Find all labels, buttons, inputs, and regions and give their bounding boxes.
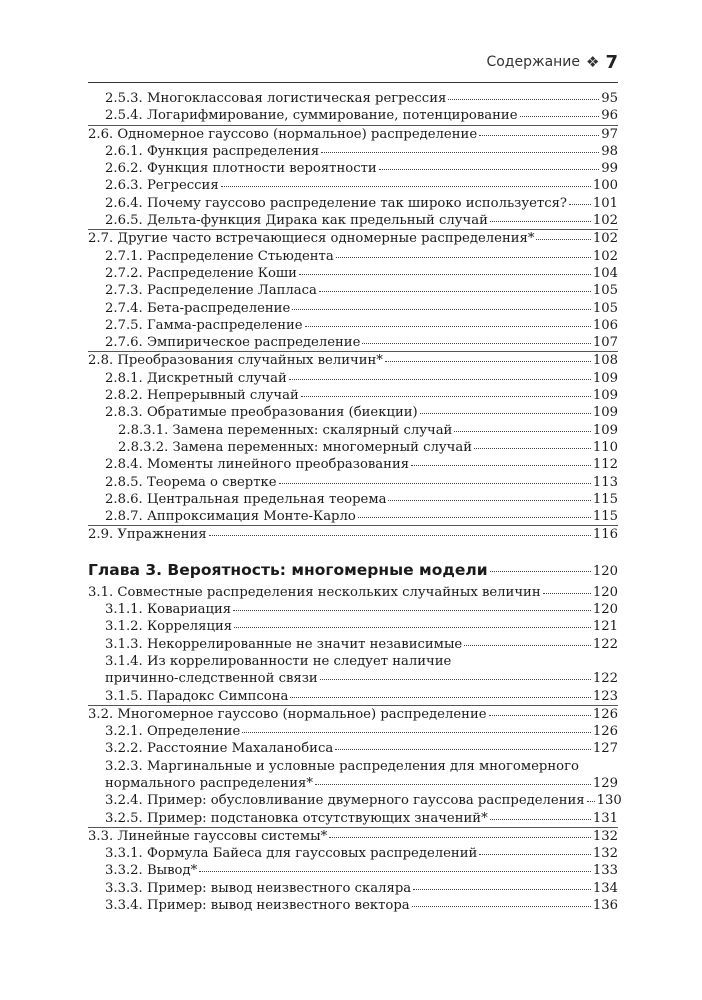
leader-dots xyxy=(199,870,591,872)
leader-dots xyxy=(388,499,590,501)
leader-dots xyxy=(319,290,591,292)
toc-entry-title: 2.8.1. Дискретный случай xyxy=(105,370,287,386)
toc-entry-title: 2.7.3. Распределение Лапласа xyxy=(105,283,317,299)
toc-page-number: 97 xyxy=(601,126,618,142)
leader-dots xyxy=(413,888,591,890)
leader-dots xyxy=(209,534,591,536)
toc-chapter-entry[interactable] xyxy=(88,559,618,583)
toc-entry[interactable] xyxy=(88,334,618,351)
toc-entry-title: Глава 3. Вероятность: многомерные модели xyxy=(88,560,488,579)
leader-dots xyxy=(489,714,591,716)
toc-entry[interactable] xyxy=(88,740,618,757)
toc-entry[interactable] xyxy=(88,177,618,194)
toc-entry-title: 2.7.2. Распределение Коши xyxy=(105,265,297,281)
leader-dots xyxy=(490,220,591,222)
leader-dots xyxy=(289,378,591,380)
toc-entry-title: 3.1.3. Некоррелированные не значит независимые xyxy=(105,636,463,652)
toc-page-number: 122 xyxy=(592,671,618,687)
toc-entry[interactable] xyxy=(88,636,618,653)
toc-entry-title: нормального распределения* xyxy=(105,775,313,791)
toc-page-number: 110 xyxy=(592,439,618,455)
toc-page-number: 107 xyxy=(592,335,618,351)
toc-entry-title: 2.8.2. Непрерывный случай xyxy=(105,388,299,404)
toc-entry[interactable] xyxy=(88,248,618,265)
toc-entry[interactable] xyxy=(88,688,618,705)
toc-page-number: 98 xyxy=(601,143,618,159)
toc-entry-title: 3.1.1. Ковариация xyxy=(105,602,232,618)
leader-dots xyxy=(490,818,591,820)
toc-entry[interactable] xyxy=(88,422,618,439)
toc-entry-title: 3.2.1. Определение xyxy=(105,724,241,740)
toc-page-number: 121 xyxy=(592,619,618,635)
toc-entry[interactable] xyxy=(88,601,618,618)
toc-entry-title: 3.1.2. Корреляция xyxy=(105,619,233,635)
leader-dots xyxy=(479,853,591,855)
leader-dots xyxy=(329,836,591,838)
toc-entry-title: 2.7.1. Распределение Стьюдента xyxy=(105,248,334,264)
table-of-contents xyxy=(88,90,622,914)
leader-dots xyxy=(242,731,591,733)
leader-dots xyxy=(299,273,591,275)
leader-dots xyxy=(336,256,591,258)
toc-page-number: 112 xyxy=(592,457,618,473)
toc-page-number: 106 xyxy=(592,317,618,333)
toc-entry[interactable] xyxy=(88,195,618,212)
toc-entry-title: 2.7. Другие часто встречающиеся одномерные распределения* xyxy=(88,231,535,247)
toc-entry[interactable] xyxy=(88,810,618,827)
toc-entry-title: 3.3. Линейные гауссовы системы* xyxy=(88,828,328,844)
toc-entry[interactable] xyxy=(88,370,618,387)
toc-page-number: 101 xyxy=(592,195,618,211)
toc-entry-title: 2.7.6. Эмпирическое распределение xyxy=(105,335,361,351)
toc-entry-title: 2.5.3. Многоклассовая логистическая регрессия xyxy=(105,91,447,106)
toc-page-number: 130 xyxy=(596,793,622,809)
toc-page-number: 109 xyxy=(592,388,618,404)
toc-page-number: 120 xyxy=(592,584,618,600)
toc-page-number: 113 xyxy=(592,474,618,490)
toc-entry-title: 2.8.3.1. Замена переменных: скалярный случай xyxy=(118,422,453,438)
toc-entry[interactable] xyxy=(88,653,618,688)
toc-page-number: 96 xyxy=(601,108,618,124)
toc-entry-title: 2.6.5. Дельта-функция Дирака как предельный случай xyxy=(105,213,488,229)
toc-entry-title: 3.3.1. Формула Байеса для гауссовых распределений xyxy=(105,846,478,862)
toc-page-number: 122 xyxy=(592,636,618,652)
toc-entry[interactable] xyxy=(88,525,618,543)
leader-dots xyxy=(411,464,591,466)
toc-page-number: 95 xyxy=(601,91,618,106)
toc-page-number: 115 xyxy=(592,509,618,525)
toc-entry[interactable] xyxy=(88,387,618,404)
toc-page-number: 105 xyxy=(592,300,618,316)
toc-entry[interactable] xyxy=(88,229,618,247)
toc-entry-title: 2.7.5. Гамма-распределение xyxy=(105,317,303,333)
toc-entry[interactable] xyxy=(88,125,618,143)
leader-dots xyxy=(385,360,591,362)
leader-dots xyxy=(234,626,591,628)
toc-page-number: 133 xyxy=(592,863,618,879)
toc-entry[interactable] xyxy=(88,792,622,809)
toc-page-number: 109 xyxy=(592,405,618,421)
toc-entry[interactable] xyxy=(88,300,618,317)
toc-page-number: 136 xyxy=(592,898,618,914)
toc-entry[interactable] xyxy=(88,723,618,740)
leader-dots xyxy=(474,447,591,449)
header-title: Содержание xyxy=(486,54,581,70)
toc-entry[interactable] xyxy=(88,212,618,229)
toc-entry[interactable] xyxy=(88,897,618,914)
leader-dots xyxy=(454,430,590,432)
toc-entry-title-line: 3.1.4. Из коррелированности не следует наличие xyxy=(105,653,452,669)
toc-entry-title: 2.6.1. Функция распределения xyxy=(105,143,320,159)
toc-page-number: 123 xyxy=(592,688,618,704)
toc-entry-title: 2.8.7. Аппроксимация Монте-Карло xyxy=(105,509,356,525)
toc-page-number: 102 xyxy=(592,231,618,247)
toc-entry-title-line: 3.2.3. Маргинальные и условные распределения для многомерного xyxy=(105,758,579,774)
leader-dots xyxy=(221,185,591,187)
toc-page-number: 132 xyxy=(592,828,618,844)
toc-entry[interactable] xyxy=(88,862,618,879)
toc-entry-title: 3.3.3. Пример: вывод неизвестного скаляра xyxy=(105,880,412,896)
toc-entry-title: 3.1. Совместные распределения нескольких случайных величин xyxy=(88,584,541,600)
toc-page-number: 109 xyxy=(592,422,618,438)
toc-entry-title: 2.6.3. Регрессия xyxy=(105,178,219,194)
toc-entry[interactable] xyxy=(88,491,618,508)
leader-dots xyxy=(420,412,591,414)
toc-page-number: 120 xyxy=(592,563,618,579)
toc-entry-title: 3.1.5. Парадокс Симпсона xyxy=(105,688,289,704)
toc-entry[interactable] xyxy=(88,282,618,299)
leader-dots xyxy=(490,570,591,572)
toc-entry-title: 2.6.4. Почему гауссово распределение так широко используется? xyxy=(105,195,568,211)
toc-entry[interactable] xyxy=(88,160,618,177)
leader-dots xyxy=(543,592,591,594)
toc-entry[interactable] xyxy=(88,618,618,635)
toc-entry[interactable] xyxy=(88,317,618,334)
toc-entry-title: 2.8.3.2. Замена переменных: многомерный случай xyxy=(118,439,473,455)
leader-dots xyxy=(321,151,599,153)
leader-dots xyxy=(292,308,591,310)
toc-page-number: 132 xyxy=(592,846,618,862)
toc-page-number: 131 xyxy=(592,810,618,826)
toc-entry-title: 2.5.4. Логарифмирование, суммирование, потенцирование xyxy=(105,108,518,124)
toc-entry[interactable] xyxy=(88,351,618,369)
toc-entry[interactable] xyxy=(88,845,618,862)
toc-entry-title: 2.8.5. Теорема о свертке xyxy=(105,474,277,490)
toc-entry-title: 2.8. Преобразования случайных величин* xyxy=(88,353,383,369)
leader-dots xyxy=(379,168,600,170)
toc-entry[interactable] xyxy=(88,265,618,282)
toc-entry[interactable] xyxy=(88,404,618,421)
toc-page-number: 126 xyxy=(592,706,618,722)
toc-page-number: 108 xyxy=(592,353,618,369)
toc-entry-title: 2.8.6. Центральная предельная теорема xyxy=(105,491,387,507)
toc-entry-title: 3.3.4. Пример: вывод неизвестного вектора xyxy=(105,898,410,914)
toc-page-number: 134 xyxy=(592,880,618,896)
toc-page-number: 99 xyxy=(601,161,618,177)
toc-entry-title: 3.3.2. Вывод* xyxy=(105,863,198,879)
toc-entry[interactable] xyxy=(88,584,618,601)
toc-entry[interactable] xyxy=(88,880,618,897)
toc-page-number: 115 xyxy=(592,491,618,507)
leader-dots xyxy=(464,644,591,646)
toc-entry-title: 2.8.3. Обратимые преобразования (биекции) xyxy=(105,405,418,421)
leader-dots xyxy=(335,748,591,750)
toc-entry-title: 3.2. Многомерное гауссово (нормальное) распределение xyxy=(88,706,487,722)
toc-entry[interactable] xyxy=(88,143,618,160)
toc-page-number: 126 xyxy=(592,724,618,740)
leader-dots xyxy=(479,134,599,136)
leader-dots xyxy=(448,98,599,100)
toc-entry[interactable] xyxy=(88,827,618,845)
toc-entry-title: 2.7.4. Бета-распределение xyxy=(105,300,291,316)
leader-dots xyxy=(520,115,600,117)
leader-dots xyxy=(587,800,595,802)
leader-dots xyxy=(279,482,591,484)
leader-dots xyxy=(315,783,591,785)
toc-page-number: 120 xyxy=(592,602,618,618)
leader-dots xyxy=(362,342,590,344)
toc-page-number: 102 xyxy=(592,248,618,264)
header-rule xyxy=(88,82,618,83)
toc-entry-title: 2.9. Упражнения xyxy=(88,527,207,543)
leader-dots xyxy=(290,696,590,698)
leader-dots xyxy=(569,203,591,205)
toc-entry-title: 3.2.2. Расстояние Махаланобиса xyxy=(105,741,334,757)
toc-entry[interactable] xyxy=(88,90,618,107)
leader-dots xyxy=(358,516,591,518)
toc-entry[interactable] xyxy=(88,439,618,456)
leader-dots xyxy=(233,609,591,611)
toc-page-number: 100 xyxy=(592,178,618,194)
toc-page-number: 102 xyxy=(592,213,618,229)
leader-dots xyxy=(305,325,591,327)
toc-page-number: 105 xyxy=(592,283,618,299)
toc-page-number: 109 xyxy=(592,370,618,386)
running-header xyxy=(88,47,618,77)
toc-entry-title: 3.2.4. Пример: обусловливание двумерного гауссова распределения xyxy=(105,793,585,809)
toc-page-number: 127 xyxy=(592,741,618,757)
page-number: 7 xyxy=(605,51,618,73)
leader-dots xyxy=(320,678,591,680)
leader-dots xyxy=(301,395,591,397)
leader-dots xyxy=(536,238,590,240)
toc-entry-title: 2.6.2. Функция плотности вероятности xyxy=(105,161,377,177)
toc-entry[interactable] xyxy=(88,456,618,473)
toc-entry-title: 2.8.4. Моменты линейного преобразования xyxy=(105,457,410,473)
leader-dots xyxy=(412,905,591,907)
header-ornament: ❖ xyxy=(586,53,600,71)
toc-entry-title: 3.2.5. Пример: подстановка отсутствующих значений* xyxy=(105,810,488,826)
toc-entry[interactable] xyxy=(88,508,618,525)
toc-entry[interactable] xyxy=(88,705,618,723)
toc-entry[interactable] xyxy=(88,474,618,491)
toc-entry-title: 2.6. Одномерное гауссово (нормальное) распределение xyxy=(88,126,478,142)
toc-entry[interactable] xyxy=(88,758,618,793)
toc-entry[interactable] xyxy=(88,107,618,124)
toc-page-number: 104 xyxy=(592,265,618,281)
toc-entry-title: причинно-следственной связи xyxy=(105,671,318,687)
toc-page-number: 129 xyxy=(592,775,618,791)
toc-page-number: 116 xyxy=(592,527,618,543)
